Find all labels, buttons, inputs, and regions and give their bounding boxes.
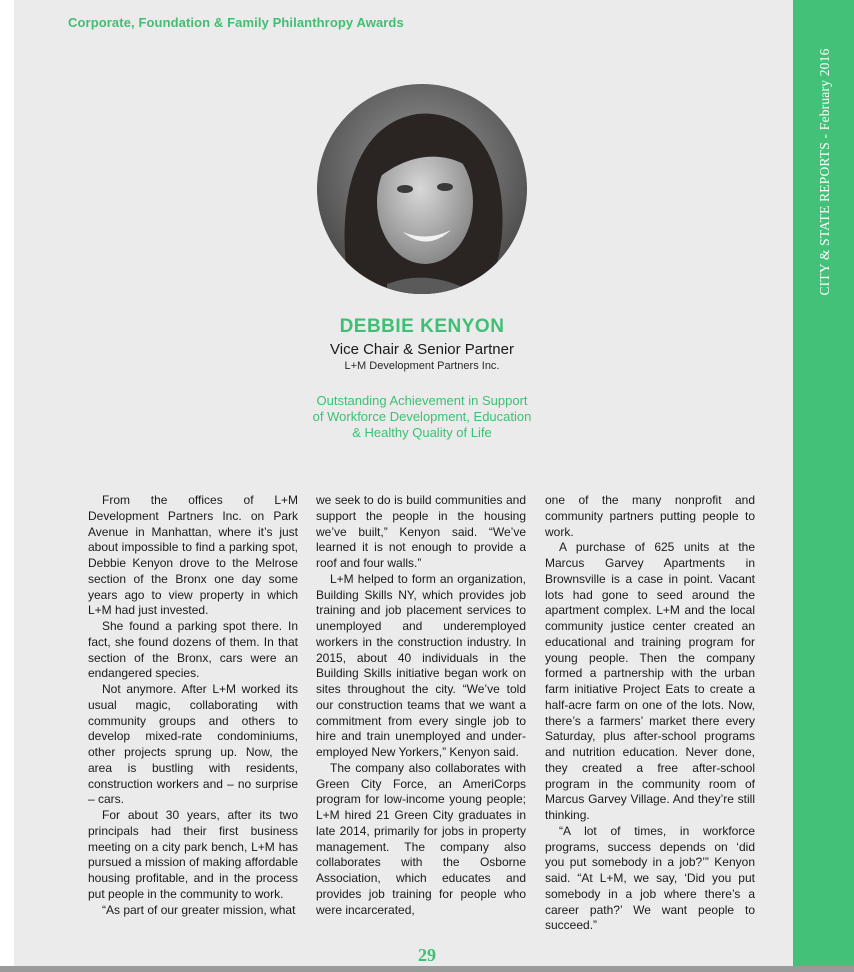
honoree-name-block xyxy=(240,316,604,338)
honoree-title: Vice Chair & Senior Partner xyxy=(330,341,514,358)
page-left-margin xyxy=(0,0,14,972)
honoree-name: DEBBIE KENYON xyxy=(339,316,505,337)
paragraph: one of the many nonprofit and community partners putting people to work. xyxy=(545,493,755,539)
article-column-2 xyxy=(316,493,526,918)
paragraph: “A lot of times, in workforce programs, success depends on ‘did you put somebody in a job?’” Kenyon said. “At L+M, we say, ‘Did you put somebody in a job where there’s a career path?’ We want people to succeed.” xyxy=(545,823,755,933)
paragraph: For about 30 years, after its two principals had their first business meeting on a city park bench, L+M has pursued a mission of making affordable housing profitable, and in the process put people in the community to work. xyxy=(88,808,298,901)
paragraph: She found a parking spot there. In fact, she found dozens of them. In that section of the Bronx, cars were an endangered species. xyxy=(88,619,298,681)
honoree-company: L+M Development Partners Inc. xyxy=(344,360,500,372)
paragraph: “As part of our greater mission, what xyxy=(102,902,296,917)
honoree-portrait xyxy=(317,84,527,294)
article-column-1 xyxy=(88,493,298,918)
award-line: of Workforce Development, Education xyxy=(312,409,532,424)
paragraph: L+M helped to form an organization, Building Skills NY, which provides job training and job placement services to unemployed and underemployed workers in the construction industry. In 2015, about 40 individuals in the Building Skills initiative began work on sites throughout the city. “We’ve told our construction teams that we want a commitment from every single job to hire and train unemployed and under-employed New Yorkers,” Kenyon said. xyxy=(316,571,526,759)
article-column-3 xyxy=(545,493,755,934)
section-header: Corporate, Foundation & Family Philanthropy Awards xyxy=(68,15,404,30)
paragraph: The company also collaborates with Green City Force, an AmeriCorps program for low-income young people; L+M hired 21 Green City graduates in late 2014, primarily for jobs in property management. The company also collaborates with the Osborne Association, which educates and provides job training for people who were incarcerated, xyxy=(316,760,526,917)
award-line: & Healthy Quality of Life xyxy=(352,425,492,440)
sidebar-publication-label: CITY & STATE REPORTS - February 2016 xyxy=(817,48,832,296)
paragraph: we seek to do is build communities and support the people in the housing we’ve built,” Kenyon said. “We’ve learned it is not enough to provide a roof and four walls.” xyxy=(316,493,526,570)
paragraph: A purchase of 625 units at the Marcus Garvey Apartments in Brownsville is a case in point. Vacant lots had gone to seed around the apartment complex. L+M and the local community justice center created an educational and training program for young people. Then the company formed a partnership with the urban farm initiative Project Eats to create a half-acre farm on one of the lots. Now, there’s a farmers’ market there every Saturday, plus after-school programs and nutrition education. Never done, they created a free after-school program in the community room of Marcus Garvey Village. And they’re still thinking. xyxy=(545,540,755,822)
page-bottom-edge xyxy=(0,966,854,972)
award-name xyxy=(240,393,604,441)
paragraph: Not anymore. After L+M worked its usual magic, collaborating with community groups and others to develop mixed-rate condominiums, other projects sprung up. Now, the area is bustling with residents, construction workers and – no surprise – cars. xyxy=(88,682,298,807)
award-line: Outstanding Achievement in Support xyxy=(316,393,528,408)
paragraph: From the offices of L+M Development Partners Inc. on Park Avenue in Manhattan, where it’s just about impossible to find a parking spot, Debbie Kenyon drove to the Melrose section of the Bronx one day some years ago to view property in which L+M had just invested. xyxy=(88,493,298,618)
page-number: 29 xyxy=(418,945,436,965)
